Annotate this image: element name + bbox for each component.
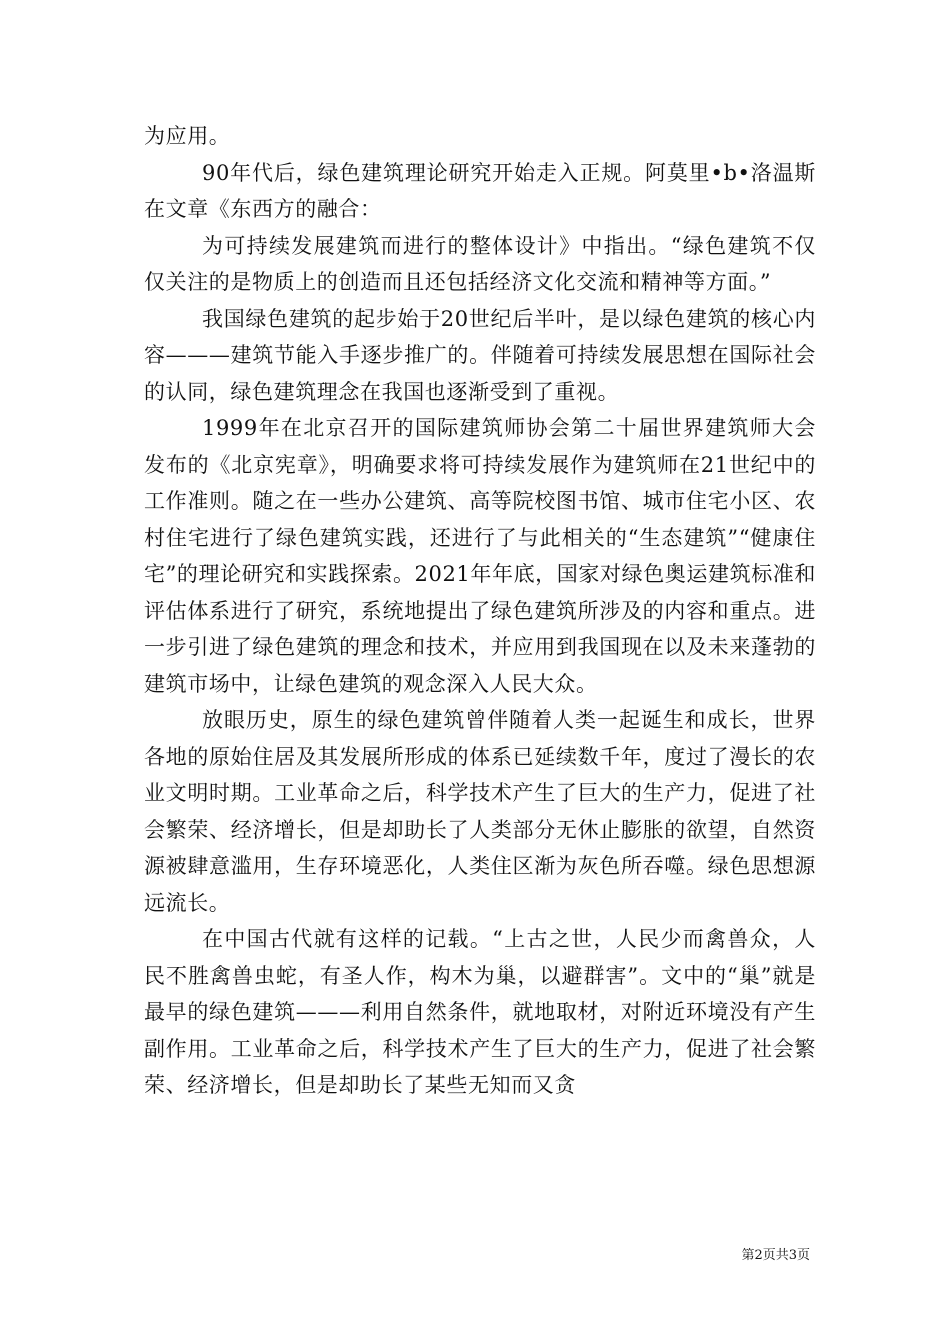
paragraph-4: 我国绿色建筑的起步始于20世纪后半叶，是以绿色建筑的核心内容———建筑节能入手逐步推广的。伴随着可持续发展思想在国际社会的认同，绿色建筑理念在我国也逐渐受到了重视。 [144,306,816,404]
paragraph-2: 90年代后，绿色建筑理论研究开始走入正规。阿莫里•b•洛温斯在文章《东西方的融合： [144,160,816,221]
paragraph-3: 为可持续发展建筑而进行的整体设计》中指出。“绿色建筑不仅仅关注的是物质上的创造而且还包括经济文化交流和精神等方面。” [144,233,816,294]
body-text [144,118,816,1104]
paragraph-5: 1999年在北京召开的国际建筑师协会第二十届世界建筑师大会发布的《北京宪章》，明确要求将可持续发展作为建筑师在21世纪中的工作准则。随之在一些办公建筑、高等院校图书馆、城市住宅小区、农村住宅进行了绿色建筑实践，还进行了与此相关的“生态建筑”“健康住宅”的理论研究和实践探索。2021年年底，国家对绿色奥运建筑标准和评估体系进行了研究，系统地提出了绿色建筑所涉及的内容和重点。进一步引进了绿色建筑的理念和技术，并应用到我国现在以及未来蓬勃的建筑市场中，让绿色建筑的观念深入人民大众。 [144,416,816,696]
paragraph-1: 为应用。 [144,124,231,148]
paragraph-7: 在中国古代就有这样的记载。“上古之世，人民少而禽兽众，人民不胜禽兽虫蛇，有圣人作，构木为巢，以避群害”。文中的“巢”就是最早的绿色建筑———利用自然条件，就地取材，对附近环境没有产生副作用。工业革命之后，科学技术产生了巨大的生产力，促进了社会繁荣、经济增长，但是却助长了某些无知而又贪 [144,927,816,1097]
paragraph-6: 放眼历史，原生的绿色建筑曾伴随着人类一起诞生和成长，世界各地的原始住居及其发展所形成的体系已延续数千年，度过了漫长的农业文明时期。工业革命之后，科学技术产生了巨大的生产力，促进了社会繁荣、经济增长，但是却助长了人类部分无休止膨胀的欲望，自然资源被肆意滥用，生存环境恶化，人类住区渐为灰色所吞噬。绿色思想源远流长。 [144,708,816,915]
page-number-footer: 第2页共3页 [741,1248,810,1263]
